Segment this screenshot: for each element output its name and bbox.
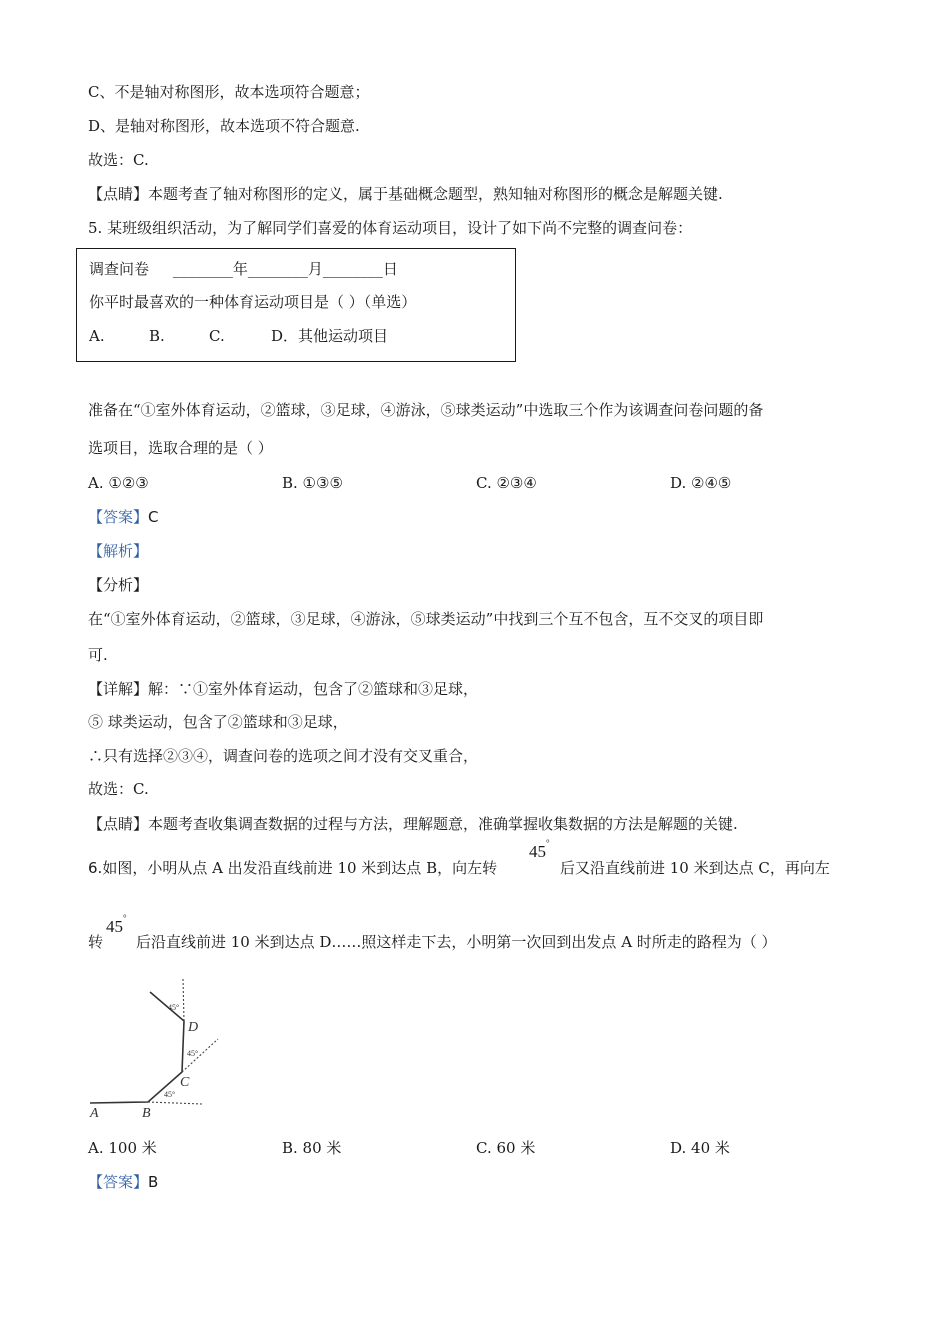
detail-text: ∴只有选择②③④，调查问卷的选项之间才没有交叉重合， xyxy=(88,747,479,765)
option-b: B. ①③⑤ xyxy=(282,474,343,492)
question-6-text: 后又沿直线前进 10 米到达点 C，再向左 xyxy=(560,859,830,877)
tag-detail: 【详解】 xyxy=(88,680,149,698)
tag-analysis: 【解析】 xyxy=(88,542,149,560)
fenxi-text: 可. xyxy=(88,646,108,664)
question-5-stem: 5. 某班级组织活动，为了解同学们喜爱的体育运动项目，设计了如下尚不完整的调查问卷： xyxy=(88,219,693,237)
dianjing-text: 本题考查收集调查数据的过程与方法，理解题意，准确掌握收集数据的方法是解题的关键. xyxy=(148,815,738,833)
answer-value: B xyxy=(148,1173,159,1191)
blank: ________ xyxy=(322,260,383,278)
survey-box xyxy=(76,248,516,362)
point-d-label: D xyxy=(188,1020,199,1035)
question-5-text: 准备在“①室外体育运动，②篮球，③足球，④游泳，⑤球类运动”中选取三个作为该调查问卷问题的备 xyxy=(88,401,764,419)
survey-title: 调查问卷 xyxy=(89,260,150,278)
survey-question: 你平时最喜欢的一种体育运动项目是（ ）（单选） xyxy=(89,293,417,311)
answer-value: C xyxy=(148,508,159,526)
text-line xyxy=(88,184,723,204)
option-a: A. ①②③ xyxy=(88,474,149,492)
text-line: D、是轴对称图形，故本选项不符合题意. xyxy=(88,117,360,135)
detail-text: 解：∵①室外体育运动，包含了②篮球和③足球， xyxy=(148,680,479,698)
detail-text: 故选：C. xyxy=(88,780,149,798)
angle-label: 45° xyxy=(168,1003,180,1012)
point-a-label: A xyxy=(90,1106,99,1121)
walk-path-figure xyxy=(80,975,240,1125)
angle-45: 45° xyxy=(106,913,127,936)
question-6-line-1 xyxy=(88,858,497,878)
option-c: C. ②③④ xyxy=(476,474,537,492)
question-6-text: 转 xyxy=(88,933,104,951)
survey-option-b: B. xyxy=(149,327,165,345)
option-c: C. 60 米 xyxy=(476,1139,536,1157)
survey-option-a: A. xyxy=(89,327,105,345)
blank: ________ xyxy=(247,260,308,278)
tag-dianjing: 【点睛】 xyxy=(88,815,149,833)
point-c-label: C xyxy=(180,1075,190,1090)
text-line: C、不是轴对称图形，故本选项符合题意； xyxy=(88,83,370,101)
option-d: D. 40 米 xyxy=(670,1139,730,1157)
angle-label: 45° xyxy=(187,1049,199,1058)
tag-answer: 【答案】 xyxy=(88,508,149,526)
angle-45: 45° xyxy=(529,838,550,861)
day-label: 日 xyxy=(382,260,398,278)
survey-option-c: C. xyxy=(209,327,225,345)
question-number: 6. xyxy=(88,859,103,877)
option-d: D. ②④⑤ xyxy=(670,474,732,492)
tag-fenxi: 【分析】 xyxy=(88,576,149,594)
answer-line xyxy=(88,1172,158,1192)
tag-answer: 【答案】 xyxy=(88,1173,149,1191)
option-b: B. 80 米 xyxy=(282,1139,342,1157)
tag-dianjing: 【点睛】 xyxy=(88,185,149,203)
year-label: 年 xyxy=(232,260,248,278)
blank: ________ xyxy=(172,260,233,278)
detail-line xyxy=(88,679,478,699)
dianjing-line xyxy=(88,814,738,834)
dianjing-text: 本题考查了轴对称图形的定义，属于基础概念题型，熟知轴对称图形的概念是解题关键. xyxy=(148,185,723,203)
fenxi-text: 在“①室外体育运动，②篮球，③足球，④游泳，⑤球类运动”中找到三个互不包含，互不交叉的项目即 xyxy=(88,610,764,628)
angle-label: 45° xyxy=(164,1090,176,1099)
detail-text: ⑤ 球类运动，包含了②篮球和③足球， xyxy=(88,713,348,731)
text-line: 故选：C. xyxy=(88,151,149,169)
question-5-text: 选项目，选取合理的是（ ） xyxy=(88,439,273,457)
point-b-label: B xyxy=(142,1106,151,1121)
survey-title-row xyxy=(89,259,398,279)
month-label: 月 xyxy=(307,260,323,278)
question-6-text: 后沿直线前进 10 米到达点 D……照这样走下去，小明第一次回到出发点 A 时所走的路程为（ ） xyxy=(136,933,777,951)
question-6-text: 如图，小明从点 A 出发沿直线前进 10 米到达点 B，向左转 xyxy=(102,859,498,877)
survey-option-d: D．其他运动项目 xyxy=(271,327,389,345)
option-a: A. 100 米 xyxy=(88,1139,157,1157)
answer-line xyxy=(88,507,159,527)
